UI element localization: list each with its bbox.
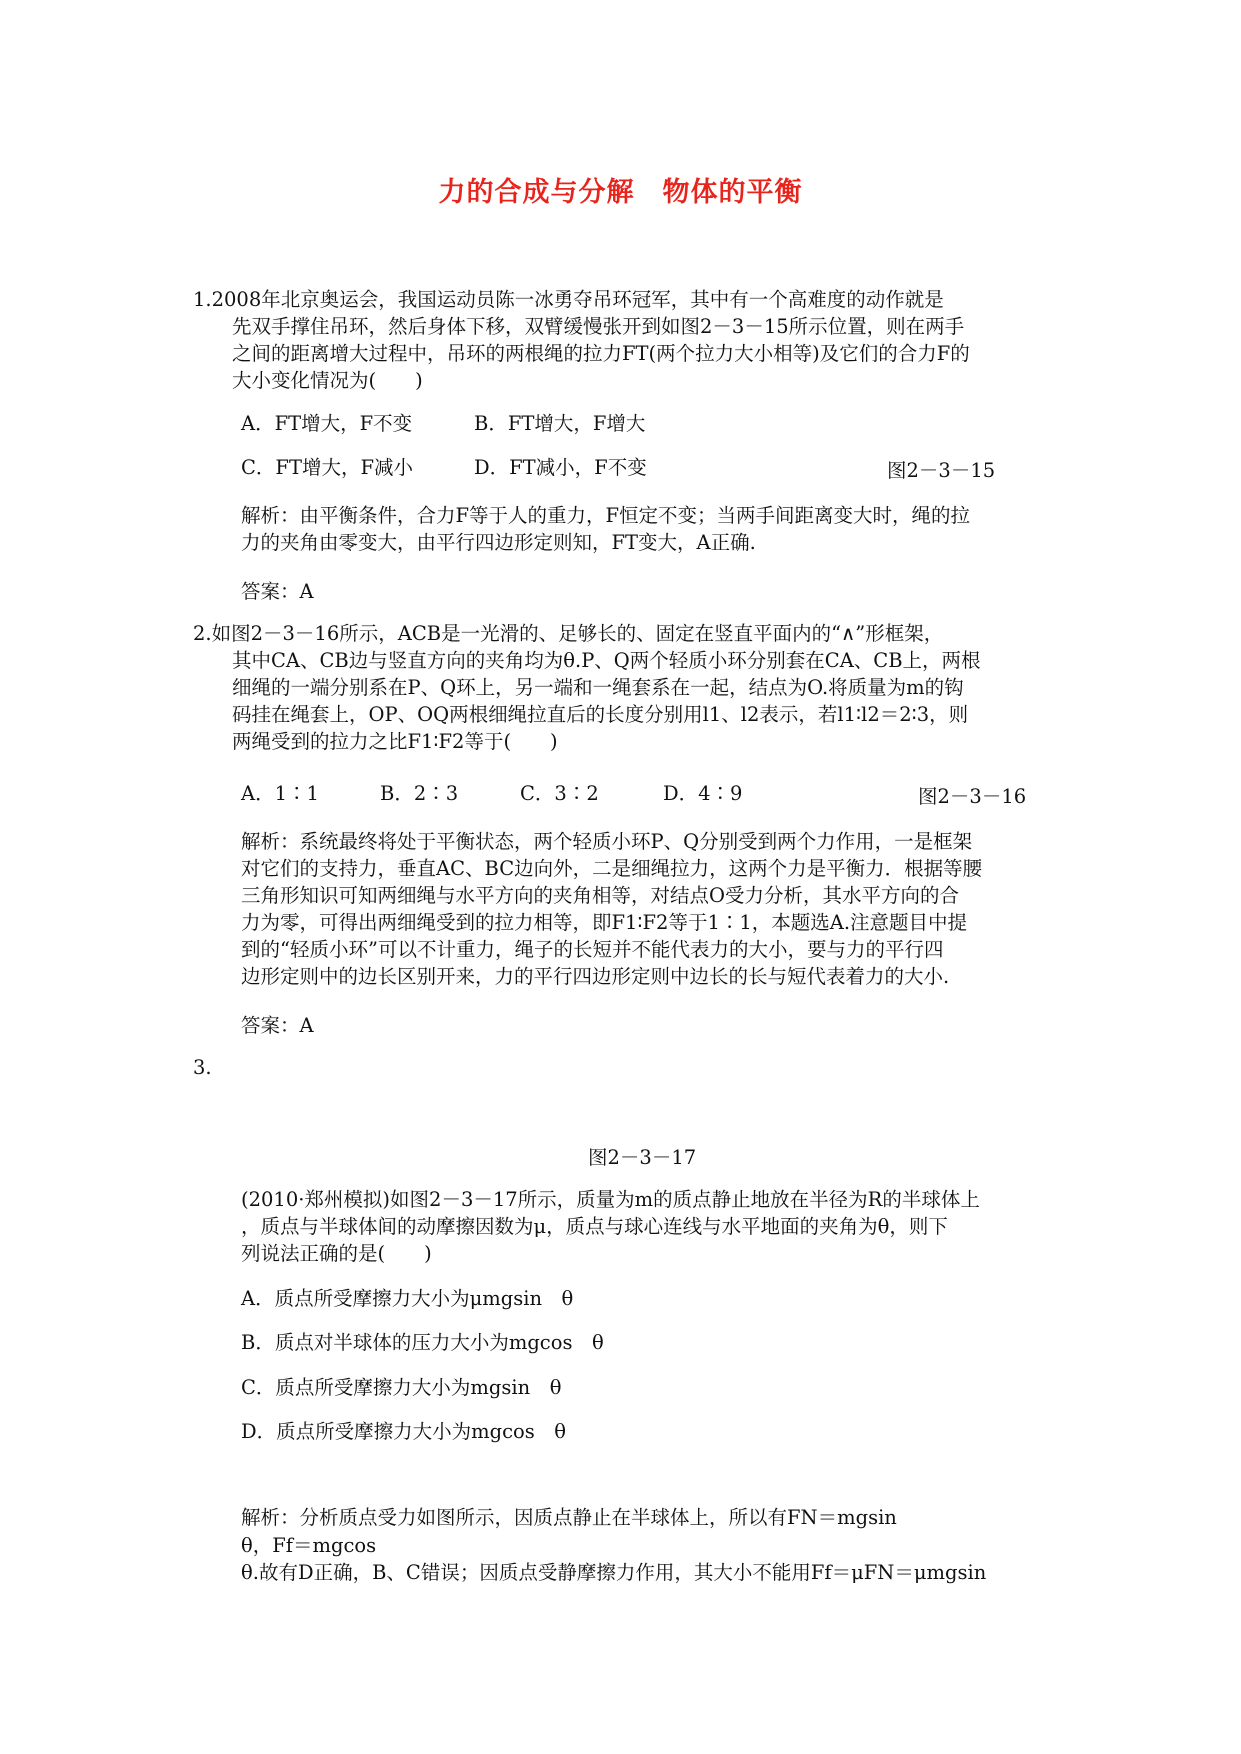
q3-option-a: A．质点所受摩擦力大小为μmgsin θ — [241, 1287, 574, 1310]
q2-option-c: C．3∶2 — [520, 782, 599, 805]
q1-option-b: B．FT增大，F增大 — [474, 412, 646, 435]
q2-figure-label: 图2－3－16 — [918, 785, 1027, 808]
page-title: 力的合成与分解 物体的平衡 — [438, 177, 803, 208]
q2-option-b: B．2∶3 — [380, 782, 459, 805]
q2-line-4: 码挂在绳套上，OP、OQ两根细绳拉直后的长度分别用l1、l2表示，若l1∶l2＝2∶3，则 — [232, 703, 969, 726]
q2-answer: 答案：A — [241, 1014, 314, 1037]
q3-option-b: B．质点对半球体的压力大小为mgcos θ — [241, 1331, 604, 1354]
q2-analysis-2: 对它们的支持力，垂直AC、BC边向外，二是细绳拉力，这两个力是平衡力．根据等腰 — [241, 857, 983, 880]
q1-number: 1. — [193, 288, 212, 311]
q3-figure-label: 图2－3－17 — [588, 1146, 697, 1169]
q2-analysis-1: 解析：系统最终将处于平衡状态，两个轻质小环P、Q分别受到两个力作用，一是框架 — [241, 830, 973, 853]
q1-option-c: C．FT增大，F减小 — [241, 456, 413, 479]
q1-analysis-1: 解析：由平衡条件，合力F等于人的重力，F恒定不变；当两手间距离变大时，绳的拉 — [241, 504, 971, 527]
q1-option-a: A．FT增大，F不变 — [241, 412, 413, 435]
q1-option-d: D．FT减小，F不变 — [474, 456, 647, 479]
q3-analysis-2: θ，Ff＝mgcos — [241, 1534, 377, 1557]
q1-line-1: 1.2008年北京奥运会，我国运动员陈一冰勇夺吊环冠军，其中有一个高难度的动作就是 — [193, 288, 944, 311]
q3-line-1: (2010·郑州模拟)如图2－3－17所示，质量为m的质点静止地放在半径为R的半球体上 — [241, 1188, 980, 1211]
q3-line-2: ，质点与半球体间的动摩擦因数为μ，质点与球心连线与水平地面的夹角为θ，则下 — [241, 1215, 948, 1238]
q2-option-d: D．4∶9 — [663, 782, 743, 805]
q3-line-3: 列说法正确的是( ) — [241, 1242, 432, 1265]
q1-analysis-2: 力的夹角由零变大，由平行四边形定则知，FT变大，A正确. — [241, 531, 756, 554]
q1-line-4: 大小变化情况为( ) — [232, 369, 423, 392]
q2-line-1: 2.如图2－3－16所示，ACB是一光滑的、足够长的、固定在竖直平面内的“∧”形框架， — [193, 622, 944, 645]
q3-analysis-1: 解析：分析质点受力如图所示，因质点静止在半球体上，所以有FN＝mgsin — [241, 1506, 897, 1529]
q2-line-3: 细绳的一端分别系在P、Q环上，另一端和一绳套系在一起，结点为O.将质量为m的钩 — [232, 676, 964, 699]
q3-analysis-3: θ.故有D正确，B、C错误；因质点受静摩擦力作用，其大小不能用Ff＝μFN＝μmgsin — [241, 1561, 987, 1584]
q2-number: 2. — [193, 622, 212, 645]
q2-option-a: A．1∶1 — [241, 782, 319, 805]
q2-analysis-5: 到的“轻质小环”可以不计重力，绳子的长短并不能代表力的大小，要与力的平行四 — [241, 938, 944, 961]
q2-line-2: 其中CA、CB边与竖直方向的夹角均为θ.P、Q两个轻质小环分别套在CA、CB上，两根 — [232, 649, 981, 672]
q1-answer: 答案：A — [241, 580, 314, 603]
q3-option-c: C．质点所受摩擦力大小为mgsin θ — [241, 1376, 562, 1399]
q1-line-2: 先双手撑住吊环，然后身体下移，双臂缓慢张开到如图2－3－15所示位置，则在两手 — [232, 315, 965, 338]
q2-line-5: 两绳受到的拉力之比F1∶F2等于( ) — [232, 730, 558, 753]
q2-analysis-4: 力为零，可得出两细绳受到的拉力相等，即F1∶F2等于1∶1，本题选A.注意题目中提 — [241, 911, 968, 934]
q3-number: 3. — [193, 1056, 212, 1079]
q1-line-3: 之间的距离增大过程中，吊环的两根绳的拉力FT(两个拉力大小相等)及它们的合力F的 — [232, 342, 970, 365]
q2-analysis-6: 边形定则中的边长区别开来，力的平行四边形定则中边长的长与短代表着力的大小. — [241, 965, 950, 988]
q2-analysis-3: 三角形知识可知两细绳与水平方向的夹角相等，对结点O受力分析，其水平方向的合 — [241, 884, 959, 907]
q1-figure-label: 图2－3－15 — [887, 459, 996, 482]
q3-option-d: D．质点所受摩擦力大小为mgcos θ — [241, 1420, 567, 1443]
